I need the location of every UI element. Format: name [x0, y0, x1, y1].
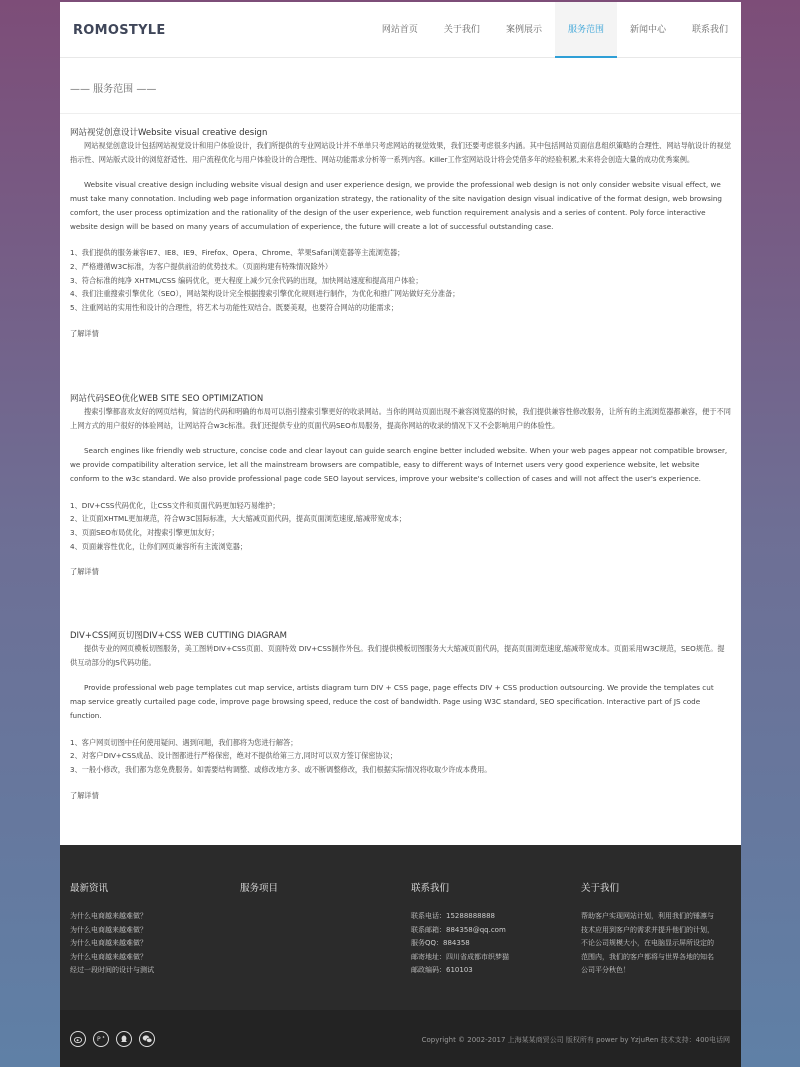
nav-contact[interactable]: 联系我们 — [691, 25, 728, 35]
feature-item: 3、一般小修改，我们都为您免费服务。如需要结构调整、或修改地方多、或不断调整修改，我们根据实际情况将收取少许成本费用。 — [70, 764, 492, 774]
more-link[interactable]: 了解详情 — [70, 790, 99, 800]
footer-about — [581, 880, 736, 978]
more-link[interactable]: 了解详情 — [70, 567, 99, 577]
service-features — [70, 246, 731, 315]
header — [60, 2, 741, 58]
feature-item: 1、客户网页切图中任何使用疑问、遇到问题，我们都将为您进行解答； — [70, 737, 298, 747]
nav-news[interactable]: 新闻中心 — [629, 25, 666, 35]
news-link[interactable]: 为什么电商越来越难做？ — [70, 912, 147, 920]
qq-icon[interactable] — [116, 1031, 132, 1047]
service-block — [70, 126, 731, 339]
nav-about[interactable]: 关于我们 — [443, 25, 480, 35]
about-text: 不论公司规模大小，在电脑显示屏所设定的 — [581, 939, 714, 947]
about-text: 帮助客户实现网站计划，利用我们的锤凛与 — [581, 912, 714, 920]
service-desc-cn: 网站视觉创意设计包括网站视觉设计和用户体验设计，我们所提供的专业网站设计并不单单只考虑网站的视觉效果，我们还要考虑很多内涵。其中包括网站页面信息组织策略的合理性、网站导航设计的视觉指示性、网站版式设计的浏览舒适性、用户流程优化与用户体验设计的合理性、网站功能需求分析等一系列内容。Killer工作室网站设计将会凭借多年的经验积累,未来将会创造大量的成功优秀案例。 — [70, 141, 731, 164]
footer-services-title: 服务项目 — [240, 883, 279, 894]
contact-postcode: 邮政编码：610103 — [411, 966, 473, 974]
service-desc-en: Provide professional web page templates cut map service, artists diagram turn DIV + CSS page, page effects DIV + CSS production outsourcing. We provide the templates cut map service greatly curtailed page code, improve page browsing speed, reduce the cost of bandwidth. Page using W3C standard, SEO specification. Interactive part of JS code function. — [70, 683, 714, 720]
divider — [60, 113, 741, 114]
service-title: 网站视觉创意设计Website visual creative design — [70, 128, 268, 138]
feature-item: 3、符合标准的纯净 XHTML/CSS 编码优化，更大程度上减少冗余代码的出现，加快网站速度和提高用户体验； — [70, 275, 423, 285]
weibo-icon[interactable] — [70, 1031, 86, 1047]
section-title: —— 服务范围 —— — [70, 84, 157, 95]
service-title: 网站代码SEO优化WEB SITE SEO OPTIMIZATION — [70, 394, 264, 404]
contact-phone: 联系电话：15288888888 — [411, 912, 495, 920]
nav-cases[interactable]: 案例展示 — [505, 25, 542, 35]
service-desc-en: Search engines like friendly web structure, concise code and clear layout can guide search engine better included website. When your web pages appear not compatible browser, we provide compatibility alteration service, let all the mainstream browsers are compatible, easy to different ways of Internet users very good experience website, let website conform to the w3c standard. We also provide professional page code SEO layout services, improve your website's collection of cases and will not affect the user's experience. — [70, 446, 728, 483]
service-desc-cn: 搜索引擎都喜欢友好的网页结构，简洁的代码和明确的布局可以指引搜索引擎更好的收录网站。当你的网站页面出现不兼容浏览器的时候，我们提供兼容性修改服务，让所有的主流浏览器都兼容，便于不同上网方式的用户很好的体验网站，让网站符合w3c标准。我们还提供专业的页面代码SEO布局服务，提高你网站的收录的情况下又不会影响用户的体验性。 — [70, 407, 731, 430]
feature-item: 3、页面SEO布局优化，对搜索引擎更加友好； — [70, 527, 219, 537]
feature-item: 2、对客户DIV+CSS成品、设计图都进行严格保密，绝对不提供给第三方,同时可以双方签订保密协议； — [70, 751, 398, 761]
feature-item: 1、我们提供的服务兼容IE7、IE8、IE9、Firefox、Opera、Chrome、苹果Safari浏览器等主流浏览器； — [70, 248, 405, 258]
contact-email: 联系邮箱：884358@qq.com — [411, 925, 506, 934]
footer-services — [240, 880, 400, 910]
social-links — [70, 1031, 155, 1047]
footer-bottom — [60, 1010, 741, 1067]
copyright: Copyright © 2002-2017 上海某某商贸公司 版权所有 power by YzjuRen 技术支持：400电话网 — [421, 1036, 730, 1044]
service-desc-cn: 提供专业的网页模板切图服务，美工图转DIV+CSS页面、页面特效 DIV+CSS制作外包。我们提供模板切图服务大大缩减页面代码，提高页面浏览速度,缩减带宽成本。页面采用W3C规范，SEO规范。提供互动部分的JS代码功能。 — [70, 644, 725, 667]
news-link[interactable]: 经过一段时间的设计与测试 — [70, 966, 154, 974]
main-nav — [369, 2, 741, 58]
contact-qq: 服务QQ：884358 — [411, 939, 470, 947]
feature-item: 5、注重网站的实用性和设计的合理性，将艺术与功能性双结合。既要美观，也要符合网站的功能需求； — [70, 303, 399, 313]
about-text: 范围内，我们的客户都将与世界各地的知名 — [581, 952, 714, 961]
contact-address: 邮寄地址：四川省成都市织梦猫 — [411, 952, 509, 961]
news-link[interactable]: 为什么电商越来越难做？ — [70, 952, 147, 961]
footer-about-title: 关于我们 — [581, 883, 620, 894]
nav-services[interactable]: 服务范围 — [555, 2, 617, 58]
feature-item: 1、DIV+CSS代码优化，让CSS文件和页面代码更加轻巧易维护； — [70, 500, 280, 510]
logo[interactable]: ROMOSTYLE — [73, 23, 166, 38]
service-block — [70, 392, 731, 577]
main-page — [60, 2, 741, 845]
svg-text:P: P — [97, 1036, 101, 1043]
footer-contact-title: 联系我们 — [411, 883, 450, 894]
feature-item: 2、严格遵循W3C标准，为客户提供前沿的优势技术。（页面构建有特殊情况除外） — [70, 261, 333, 271]
service-features — [70, 736, 731, 777]
nav-home[interactable]: 网站首页 — [381, 25, 418, 35]
news-link[interactable]: 为什么电商越来越难做？ — [70, 925, 147, 934]
footer — [60, 845, 741, 1067]
weixin-round-icon[interactable] — [93, 1031, 109, 1047]
service-block — [70, 629, 731, 801]
about-text: 技术应用到客户的需求并提升他们的计划， — [581, 925, 714, 934]
feature-item: 4、我们注重搜索引擎优化（SEO），网站架构设计完全根据搜索引擎优化规则进行制作，为优化和推广网站做好充分准备； — [70, 289, 460, 299]
news-link[interactable]: 为什么电商越来越难做？ — [70, 939, 147, 947]
wechat-icon[interactable] — [139, 1031, 155, 1047]
feature-item: 4、页面兼容性优化，让你们网页兼容所有主流浏览器； — [70, 541, 248, 551]
service-features — [70, 499, 731, 554]
service-desc-en: Website visual creative design including website visual design and user experience design, we provide the professional web design is not only consider website visual effect, we must take many connotation. Including web page information organization strategy, the rationality of the site navigation design visual indicative of the format design, web browsing comfort, the user process optimization and the rationality of the design of the user experience, web function requirement analysis and a series of content. Poly force interactive website design will be based on many years of accumulation of experience, the future will create a lot of successful outstanding case. — [70, 180, 722, 231]
about-text: 公司平分秋色！ — [581, 966, 630, 974]
footer-contact — [411, 880, 571, 978]
service-title: DIV+CSS网页切图DIV+CSS WEB CUTTING DIAGRAM — [70, 631, 287, 641]
more-link[interactable]: 了解详情 — [70, 328, 99, 338]
footer-news-title: 最新资讯 — [70, 883, 109, 894]
feature-item: 2、让页面XHTML更加规范，符合W3C国际标准，大大缩减页面代码，提高页面浏览速度,缩减带宽成本； — [70, 514, 406, 524]
footer-news — [70, 880, 230, 978]
